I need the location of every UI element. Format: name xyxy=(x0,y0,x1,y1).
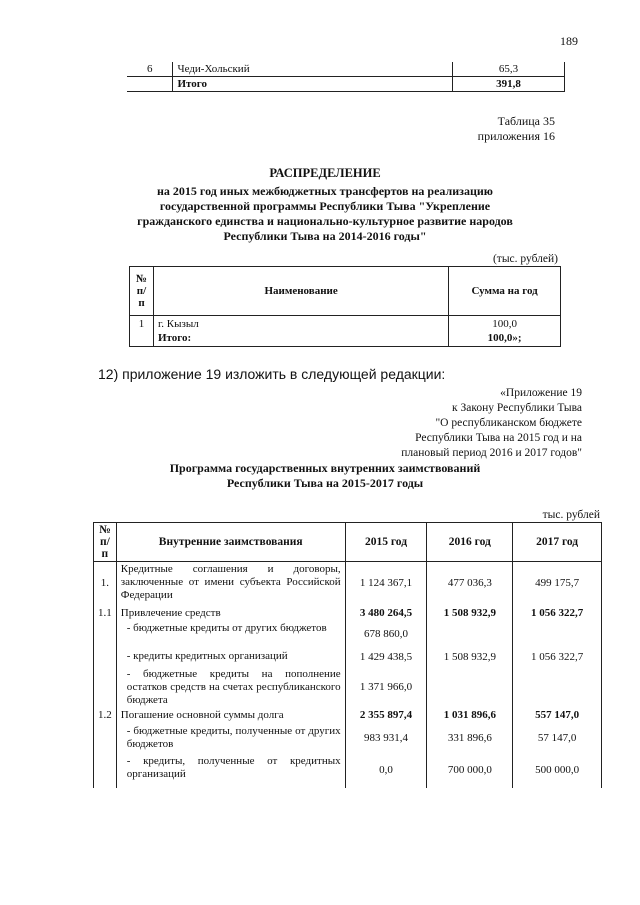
table-row xyxy=(127,62,565,77)
header-2016: 2016 год xyxy=(427,523,513,562)
table-row xyxy=(94,649,602,667)
cell-name: - бюджетные кредиты, полученные от других бюджетов xyxy=(116,724,345,754)
cell-2015: 3 480 264,5 xyxy=(345,606,427,621)
table-row xyxy=(130,316,561,347)
subtitle-line: Республики Тыва на 2014-2016 годы" xyxy=(223,229,427,243)
header-2017: 2017 год xyxy=(513,523,602,562)
cell-name: Итого xyxy=(173,77,453,92)
table-header-row xyxy=(130,267,561,316)
appendix-line: к Закону Республики Тыва xyxy=(452,402,582,414)
subtitle-line: на 2015 год иных межбюджетных трансфертов на реализацию xyxy=(157,184,493,198)
cell-num: 6 xyxy=(127,62,173,77)
cell-2016: 331 896,6 xyxy=(427,724,513,754)
cell-name: Кредитные соглашения и договоры, заключенные от имени субъекта Российской Федерации xyxy=(116,562,345,606)
cell-2017: 557 147,0 xyxy=(513,708,602,724)
cell-2016: 1 031 896,6 xyxy=(427,708,513,724)
table-row xyxy=(94,606,602,621)
table-row xyxy=(127,77,565,92)
cell-name: - бюджетные кредиты от других бюджетов xyxy=(116,621,345,649)
table-row xyxy=(94,724,602,754)
distribution-table xyxy=(129,266,561,347)
cell-value: 65,3 xyxy=(453,62,565,77)
cell-2017: 1 056 322,7 xyxy=(513,606,602,621)
amendment-item-12: 12) приложение 19 изложить в следующей редакции: xyxy=(98,366,446,382)
subtitle-line: государственной программы Республики Тыва "Укрепление xyxy=(159,199,491,213)
header-name: Внутренние заимствования xyxy=(116,523,345,562)
cell-2017 xyxy=(513,621,602,649)
table-row xyxy=(94,621,602,649)
cell-2016: 1 508 932,9 xyxy=(427,649,513,667)
appendix-header xyxy=(360,386,582,461)
cell-2015: 2 355 897,4 xyxy=(345,708,427,724)
cell-2015: 678 860,0 xyxy=(345,621,427,649)
caption-line: Таблица 35 xyxy=(497,114,555,128)
continuation-table xyxy=(127,62,565,92)
cell-2015: 983 931,4 xyxy=(345,724,427,754)
cell-name: Погашение основной суммы долга xyxy=(116,708,345,724)
table-row xyxy=(94,667,602,708)
cell-2015: 0,0 xyxy=(345,754,427,788)
cell-2015: 1 124 367,1 xyxy=(345,562,427,606)
header-sum: Сумма на год xyxy=(449,267,561,316)
header-2015: 2015 год xyxy=(345,523,427,562)
subtitle-line: гражданского единства и национально-культурное развитие народов xyxy=(137,214,513,228)
cell-name: Привлечение средств xyxy=(116,606,345,621)
cell-2017: 499 175,7 xyxy=(513,562,602,606)
program-title xyxy=(110,461,540,491)
cell-2017 xyxy=(513,667,602,708)
cell-2015: 1 371 966,0 xyxy=(345,667,427,708)
cell-2016: 700 000,0 xyxy=(427,754,513,788)
cell-2016: 1 508 932,9 xyxy=(427,606,513,621)
page-number: 189 xyxy=(560,34,578,48)
row-name: г. Кызыл xyxy=(157,318,199,330)
cell-name xyxy=(153,316,448,347)
cell-name: - бюджетные кредиты на пополнение остатков средств на счетах республиканского бюджета xyxy=(116,667,345,708)
cell-name: Чеди-Хольский xyxy=(173,62,453,77)
header-num: № п/п xyxy=(94,523,117,562)
cell-value xyxy=(449,316,561,347)
cell-2015: 1 429 438,5 xyxy=(345,649,427,667)
table-row xyxy=(94,562,602,606)
distribution-subtitle xyxy=(110,184,540,244)
caption-line: приложения 16 xyxy=(477,129,555,143)
cell-num: 1. xyxy=(94,562,117,606)
row-value: 100,0 xyxy=(492,318,517,330)
appendix-line: "О республиканском бюджете xyxy=(435,417,582,429)
title-line: Республики Тыва на 2015-2017 годы xyxy=(226,476,424,490)
row-value: 100,0»; xyxy=(487,332,522,344)
unit-label: тыс. рублей xyxy=(542,509,600,521)
cell-num xyxy=(94,649,117,667)
cell-num: 1.1 xyxy=(94,606,117,621)
table-row xyxy=(94,708,602,724)
cell-num xyxy=(127,77,173,92)
cell-name: - кредиты кредитных организаций xyxy=(116,649,345,667)
distribution-title: РАСПРЕДЕЛЕНИЕ xyxy=(269,166,381,180)
appendix-line: плановый период 2016 и 2017 годов" xyxy=(401,447,582,459)
cell-num xyxy=(94,667,117,708)
cell-num xyxy=(94,621,117,649)
cell-2016 xyxy=(427,667,513,708)
cell-2017: 57 147,0 xyxy=(513,724,602,754)
cell-2016 xyxy=(427,621,513,649)
table-row xyxy=(94,754,602,788)
table-caption xyxy=(440,114,555,144)
cell-2017: 1 056 322,7 xyxy=(513,649,602,667)
row-name: Итого: xyxy=(157,332,192,344)
cell-num xyxy=(94,724,117,754)
table-header-row xyxy=(94,523,602,562)
cell-name: - кредиты, полученные от кредитных организаций xyxy=(116,754,345,788)
header-name: Наименование xyxy=(153,267,448,316)
appendix-line: «Приложение 19 xyxy=(500,387,582,399)
appendix-line: Республики Тыва на 2015 год и на xyxy=(415,432,582,444)
cell-2017: 500 000,0 xyxy=(513,754,602,788)
cell-value: 391,8 xyxy=(453,77,565,92)
cell-2016: 477 036,3 xyxy=(427,562,513,606)
cell-num: 1.2 xyxy=(94,708,117,724)
row-num: 1 xyxy=(138,318,145,330)
cell-num xyxy=(94,754,117,788)
unit-label: (тыс. рублей) xyxy=(492,253,558,265)
borrowing-program-table xyxy=(93,522,602,788)
cell-num xyxy=(130,316,154,347)
header-num: № п/п xyxy=(130,267,154,316)
title-line: Программа государственных внутренних заимствований xyxy=(169,461,481,475)
